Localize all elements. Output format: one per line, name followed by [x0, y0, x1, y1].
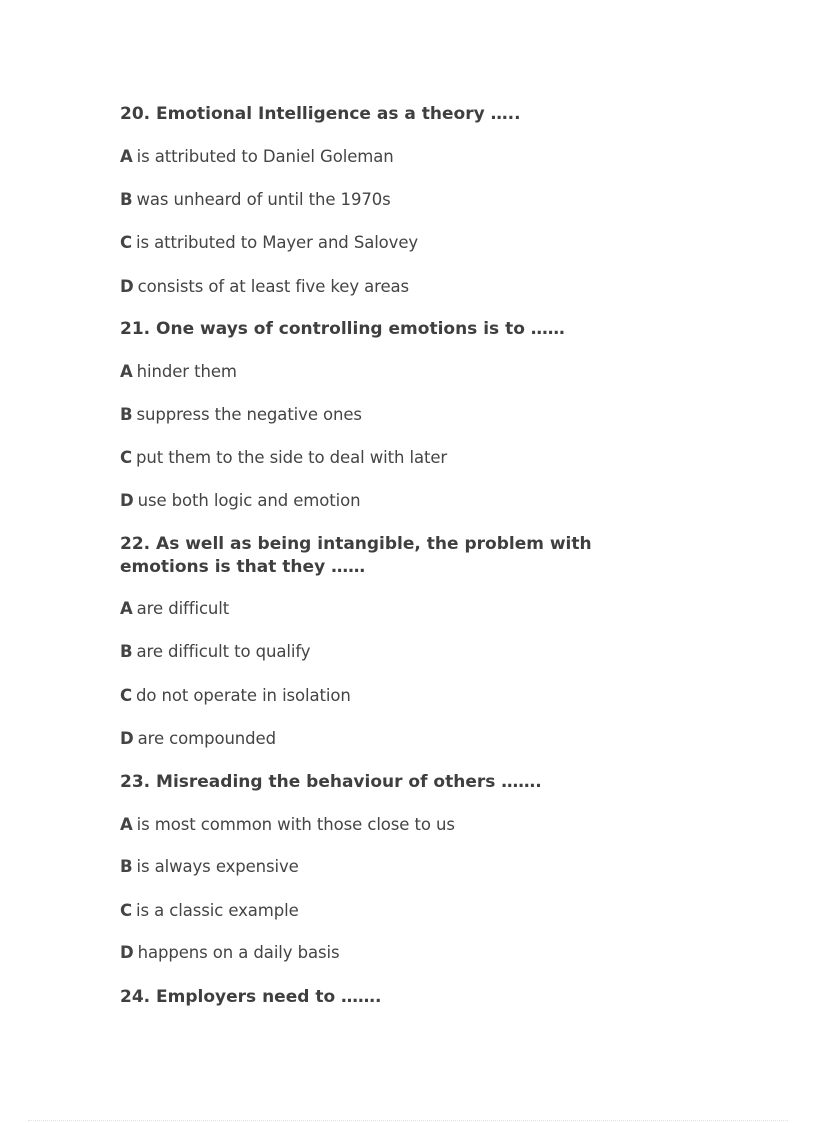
option-letter: B — [120, 190, 133, 209]
option-letter: D — [120, 729, 134, 748]
option-letter: B — [120, 857, 133, 876]
option-letter: A — [120, 815, 133, 834]
option-text: happens on a daily basis — [137, 943, 340, 962]
option-letter: C — [120, 686, 133, 705]
question-heading: 23. Misreading the behaviour of others ……. — [120, 772, 542, 792]
answer-option — [120, 685, 351, 707]
option-text: is attributed to Mayer and Salovey — [136, 233, 419, 252]
question-heading: 21. One ways of controlling emotions is to …… — [120, 319, 565, 339]
option-text: was unheard of until the 1970s — [136, 190, 391, 209]
answer-option — [120, 598, 229, 620]
answer-option — [120, 728, 276, 750]
answer-option — [120, 900, 299, 922]
answer-option — [120, 641, 310, 663]
option-text: do not operate in isolation — [136, 686, 351, 705]
option-letter: A — [120, 147, 133, 166]
option-text: is a classic example — [136, 901, 299, 920]
option-text: hinder them — [136, 362, 237, 381]
option-letter: C — [120, 901, 133, 920]
option-letter: A — [120, 599, 133, 618]
answer-option — [120, 232, 418, 254]
option-text: is always expensive — [136, 857, 299, 876]
option-text: put them to the side to deal with later — [136, 448, 448, 467]
option-text: consists of at least five key areas — [137, 277, 410, 296]
option-text: are difficult to qualify — [136, 642, 311, 661]
option-letter: C — [120, 448, 133, 467]
option-letter: D — [120, 491, 134, 510]
option-text: use both logic and emotion — [137, 491, 361, 510]
answer-option — [120, 814, 455, 836]
answer-option — [120, 447, 447, 469]
option-text: are compounded — [137, 729, 276, 748]
option-text: suppress the negative ones — [136, 405, 362, 424]
answer-option — [120, 361, 237, 383]
answer-option — [120, 856, 299, 878]
question-heading: 24. Employers need to ……. — [120, 987, 382, 1007]
option-letter: A — [120, 362, 133, 381]
question-heading: 20. Emotional Intelligence as a theory ….. — [120, 104, 521, 124]
option-text: are difficult — [136, 599, 230, 618]
answer-option — [120, 189, 391, 211]
question-heading: 22. As well as being intangible, the problem with emotions is that they …… — [120, 534, 592, 577]
option-letter: B — [120, 405, 133, 424]
option-text: is attributed to Daniel Goleman — [136, 147, 394, 166]
answer-option — [120, 404, 362, 426]
option-letter: D — [120, 943, 134, 962]
page-footer-divider — [28, 1120, 788, 1121]
option-letter: D — [120, 277, 134, 296]
answer-option — [120, 490, 360, 512]
answer-option — [120, 146, 394, 168]
option-text: is most common with those close to us — [136, 815, 455, 834]
answer-option — [120, 276, 409, 298]
option-letter: C — [120, 233, 133, 252]
answer-option — [120, 942, 339, 964]
option-letter: B — [120, 642, 133, 661]
